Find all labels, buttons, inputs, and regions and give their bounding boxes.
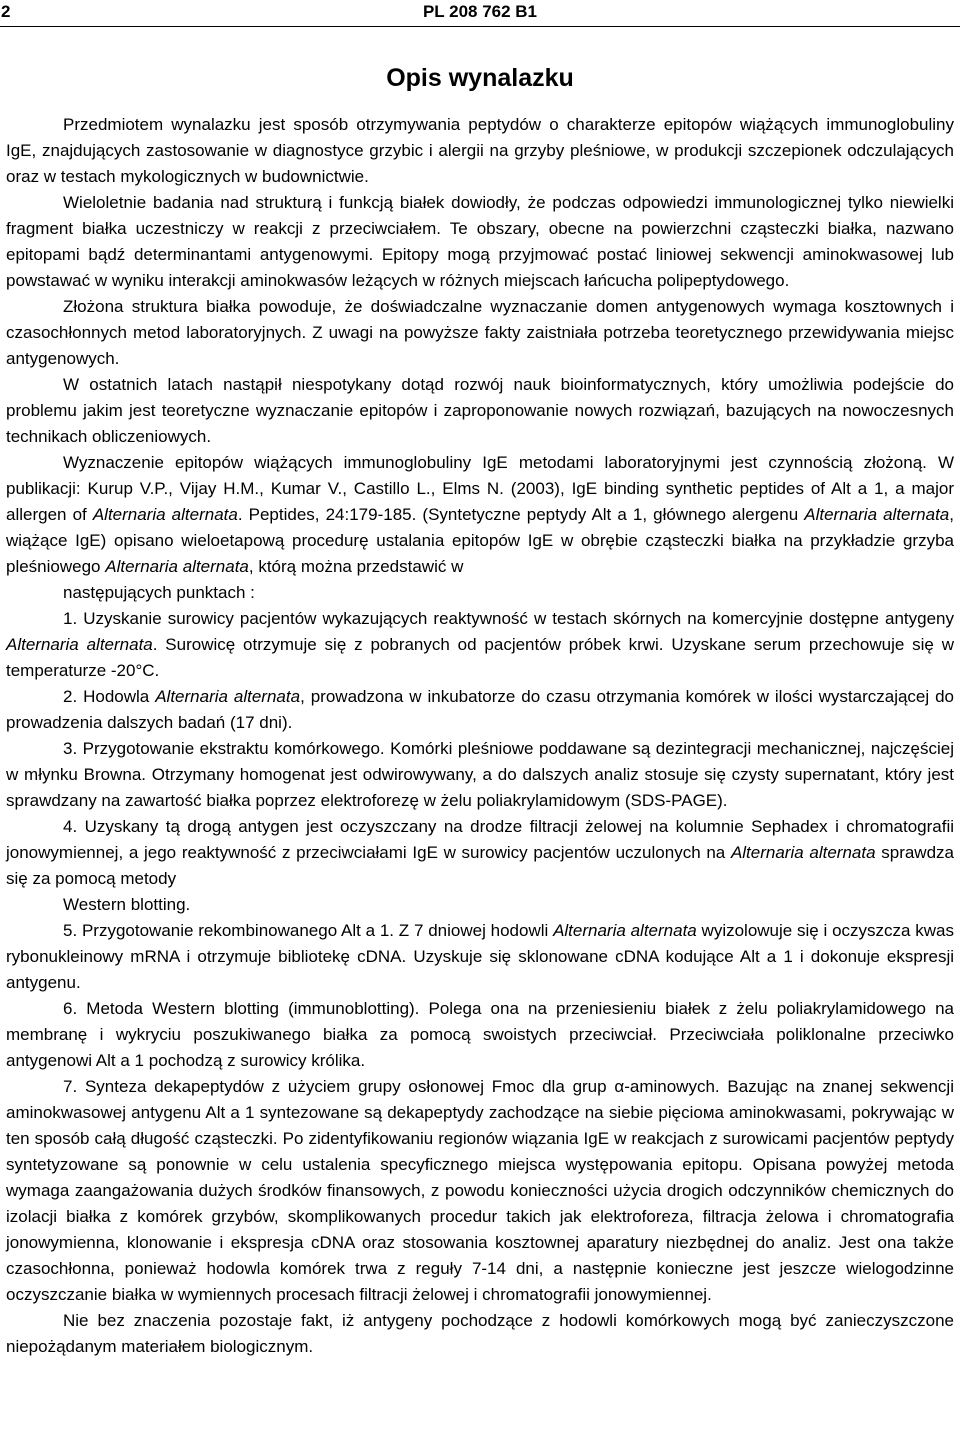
step-7: 7. Synteza dekapeptydów z użyciem grupy osłonowej Fmoc dla grup α-aminowych. Bazując na znanej sekwencji aminokwasowej antygenu Alt a 1 syntezowane są dekapeptydy zachodzące na siebie pięciома aminokwasami, pokrywając w ten sposób całą długość cząsteczki. Po zidentyfikowaniu regionów wiązania IgE w reakcjach z surowicami pacjentów peptydy syntetyzowane są ponownie w celu ustalenia specyficznego miejsca występowania epitopu. Opisana powyżej metoda wymaga zaangażowania dużych środków finansowych, z powodu konieczności użycia drogich odczynników chemicznych do izolacji białka z komórek grzybów, skomplikowanych procedur takich jak elektroforeza, filtracja żelowa i chromatografia jonowymienna, klonowanie i ekspresja cDNA oraz stosowania kosztownej aparatury niezbędnej do analiz. Jest ona także czasochłonna, ponieważ hodowla komórek trwa z reguły 7-14 dni, a następnie konieczne jest jeszcze wielogodzinne oczyszczanie białka w wymiennych procesach filtracji żelowej i chromatografii jonowymiennej. (6, 1077, 954, 1304)
document-body (6, 112, 954, 1360)
paragraph-structure: Złożona struktura białka powoduje, że doświadczalne wyznaczanie domen antygenowych wymaga kosztownych i czasochłonnych metod laboratoryjnych. Z uwagi na powyższe fakty zaistniała potrzeba teoretycznego przewidywania miejsc antygenowych. (6, 297, 954, 368)
species-name: Alternaria alternata (105, 557, 249, 576)
paragraph-subject: Przedmiotem wynalazku jest sposób otrzymywania peptydów o charakterze epitopów wiążących immunoglobuliny IgE, znajdujących zastosowanie w diagnostyce grzybic i alergii na grzyby pleśniowe, w produkcji szczepionek odczulających oraz w testach mykologicznych w budownictwie. (6, 115, 954, 186)
paragraph-contamination: Nie bez znaczenia pozostaje fakt, iż antygeny pochodzące z hodowli komórkowych mogą być zanieczyszczone niepożądanym materiałem biologicznym. (6, 1311, 954, 1356)
header-divider (0, 26, 960, 27)
paragraph-publication-text-b: . Peptides, 24:179-185. (Syntetyczne peptydy Alt a 1, głównego alergenu (237, 505, 805, 524)
paragraph-epitopes: Wieloletnie badania nad strukturą i funkcją białek dowiodły, że podczas odpowiedzi immunologicznej tylko niewielki fragment białka uczestniczy w reakcji z przeciwciałem. Te obszary, obecne na powierzchni cząsteczki białka, nazwano epitopami bądź determinantami antygenowymi. Epitopy mogą przyjmować postać liniowej sekwencji aminokwasowej lub powstawać w wyniku interakcji aminokwasów leżących w różnych miejscach łańcucha polipeptydowego. (6, 193, 954, 290)
step-4 (6, 814, 954, 892)
step-2-text-b: , prowadzona w inkubatorze do czasu otrzymania komórek w ilości wystarczającej do prowadzenia dalszych badań (17 dni). (6, 687, 954, 732)
patent-number: PL 208 762 B1 (422, 2, 538, 21)
step-1 (6, 606, 954, 684)
step-6: 6. Metoda Western blotting (immunoblotting). Polega ona na przeniesieniu białek z żelu poliakrylamidowego na membranę i wykryciu poszukiwanego białka za pomocą swoistych przeciwciał. Przeciwciała poliklonalne przeciwko antygenowi Alt a 1 pochodzą z surowicy królika. (6, 999, 954, 1070)
page-header (0, 2, 960, 24)
species-name: Alternaria alternata (553, 921, 697, 940)
page-number: 2 (1, 2, 11, 21)
step-1-text-b: . Surowicę otrzymuje się z pobranych od pacjentów próbek krwi. Uzyskane serum przechowuje się w temperaturze -20°C. (6, 635, 954, 680)
document-title: Opis wynalazku (386, 64, 574, 92)
species-name: Alternaria alternata (6, 635, 153, 654)
species-name: Alternaria alternata (92, 505, 238, 524)
step-3: 3. Przygotowanie ekstraktu komórkowego. Komórki pleśniowe poddawane są dezintegracji mechanicznej, najczęściej w młynku Browna. Otrzymany homogenat jest odwirowywany, a do dalszych analiz stosuje się czysty supernatant, który jest sprawdzany na zawartość białka poprzez elektroforezę w żelu poliakrylamidowym (SDS-PAGE). (6, 739, 954, 810)
step-2 (6, 684, 954, 736)
species-name: Alternaria alternata (730, 843, 876, 862)
paragraph-publication-text-c: , wiążące IgE) opisano wieloetapową procedurę ustalania epitopów IgE w obrębie cząsteczki białka na przykładzie grzyba pleśniowego (6, 505, 954, 576)
species-name: Alternaria alternata (804, 505, 950, 524)
step-4-text-a: 4. Uzyskany tą drogą antygen jest oczyszczany na drodze filtracji żelowej na kolumnie Sephadex i chromatografii jonowymiennej, a jego reaktywność z przeciwciałami IgE w surowicy pacjentów uczulonych na (6, 817, 954, 862)
paragraph-publication (6, 450, 954, 580)
step-4-continuation: Western blotting. (63, 895, 191, 914)
species-name: Alternaria alternata (155, 687, 301, 706)
paragraph-publication-text-a: Wyznaczenie epitopów wiążących immunoglobuliny IgE metodami laboratoryjnymi jest czynnością złożoną. W publikacji: Kurup V.P., Vijay H.M., Kumar V., Castillo L., Elms N. (2003), IgE binding synthetic peptides of Alt a 1, a major allergen of (6, 453, 954, 524)
paragraph-publication-text-d: , którą można przedstawić w (248, 557, 464, 576)
step-5-text-b: wyizolowuje się i oczyszcza kwas rybonukleinowy mRNA i otrzymuje bibliotekę cDNA. Uzyskuje się sklonowane cDNA kodujące Alt a 1 i dokonuje ekspresji antygenu. (6, 921, 955, 992)
step-5 (6, 918, 954, 996)
paragraph-publication-continuation: następujących punktach : (63, 583, 255, 602)
paragraph-bioinformatics: W ostatnich latach nastąpił niespotykany dotąd rozwój nauk bioinformatycznych, który umożliwia podejście do problemu jakim jest teoretyczne wyznaczanie epitopów i zaproponowanie nowych rozwiązań, bazujących na nowoczesnych technikach obliczeniowych. (6, 375, 954, 446)
step-2-text-a: 2. Hodowla (63, 687, 156, 706)
step-1-text-a: 1. Uzyskanie surowicy pacjentów wykazujących reaktywność w testach skórnych na komercyjnie dostępne antygeny (63, 609, 954, 628)
step-4-text-b: sprawdza się za pomocą metody (6, 843, 954, 888)
step-5-text-a: 5. Przygotowanie rekombinowanego Alt a 1. Z 7 dniowej hodowli (63, 921, 554, 940)
